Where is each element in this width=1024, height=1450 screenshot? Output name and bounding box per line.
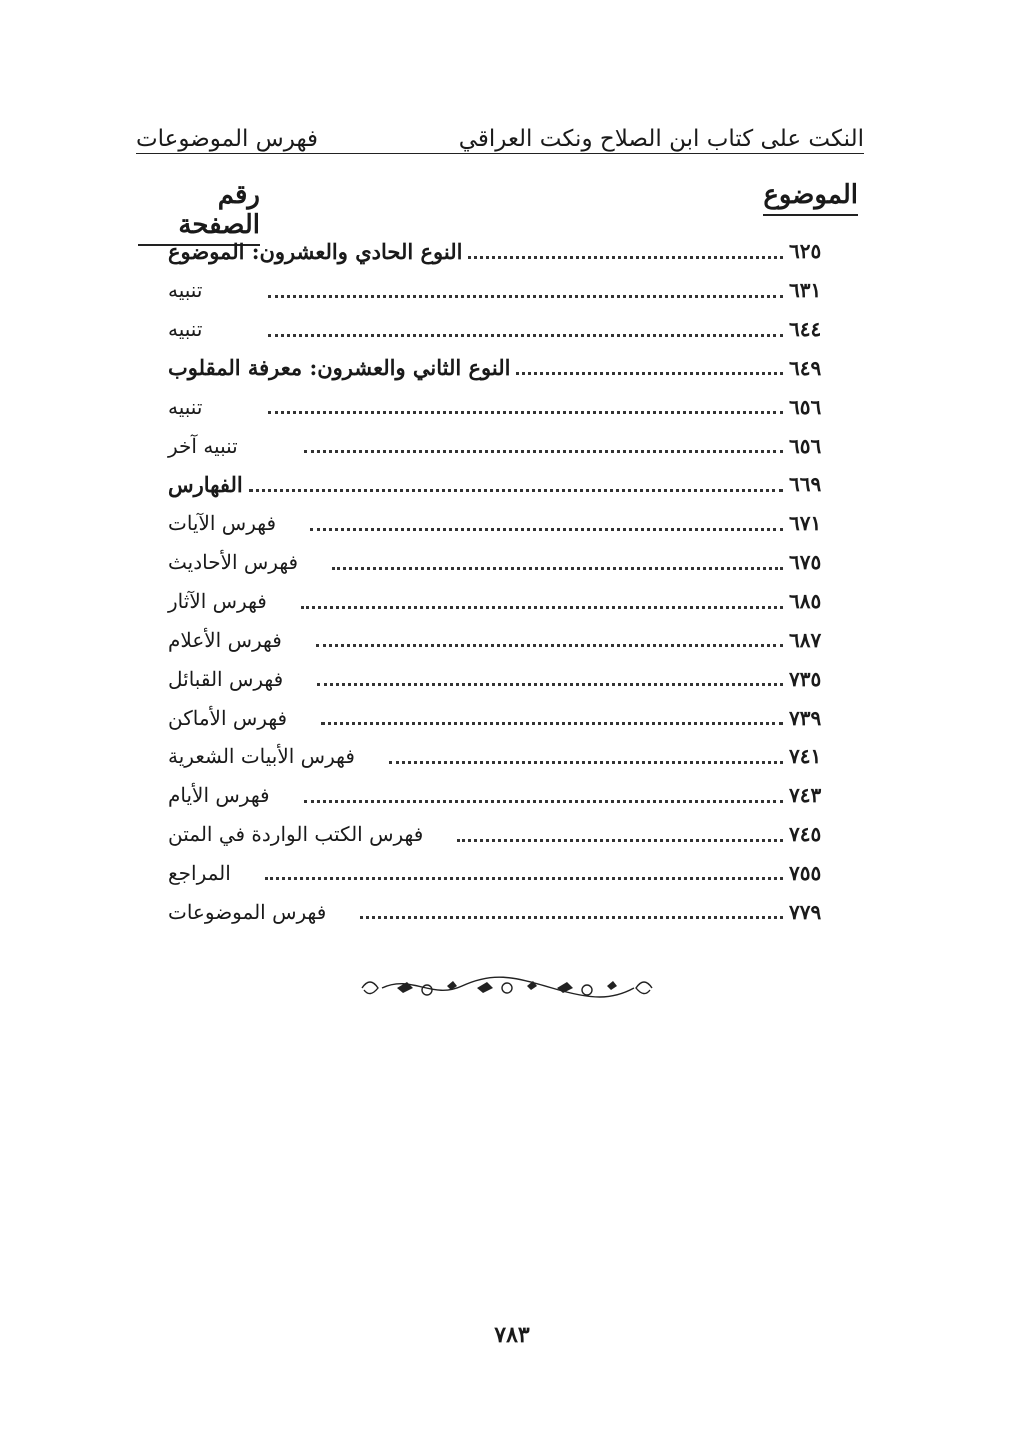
floral-divider-icon — [352, 968, 662, 1004]
toc-entry-page: ٦٢٥ — [789, 239, 822, 264]
toc-entry — [160, 387, 835, 426]
toc-entry-title: فهرس الموضوعات — [168, 899, 327, 924]
toc-entry — [160, 271, 835, 310]
toc-entry-title: تنبيه — [168, 317, 203, 342]
book-title: النكت على كتاب ابن الصلاح ونكت العراقي — [458, 126, 864, 152]
toc-entry-page: ٦٥٦ — [789, 394, 822, 419]
toc-entry — [160, 310, 835, 349]
toc-entry — [160, 426, 835, 465]
toc-entry-page: ٧٧٩ — [789, 899, 822, 924]
toc-entry-page: ٧٤٣ — [789, 783, 822, 808]
toc-entry-title: فهرس الأعلام — [168, 627, 282, 652]
dot-leader — [516, 372, 783, 375]
dot-leader — [268, 334, 783, 337]
dot-leader — [468, 256, 783, 259]
toc-entry-page: ٦٤٤ — [789, 317, 822, 342]
toc-entry-page: ٦٥٦ — [789, 433, 822, 458]
dot-leader — [457, 839, 783, 842]
page-column-heading: رقم الصفحة — [138, 180, 260, 246]
toc-entry-title: فهرس الأماكن — [168, 705, 288, 730]
topic-column-heading: الموضوع — [763, 180, 858, 216]
toc-entry-page: ٧٤٥ — [789, 822, 822, 847]
toc-entry-page: ٦٦٩ — [789, 472, 822, 497]
toc-entry-title: فهرس الآيات — [168, 511, 277, 536]
toc-entry-title: تنبيه — [168, 394, 203, 419]
toc-entry-page: ٦٣١ — [789, 278, 822, 303]
dot-leader — [321, 722, 783, 725]
table-of-contents — [160, 232, 835, 931]
toc-entry — [160, 620, 835, 659]
toc-entry-title: تنبيه آخر — [168, 433, 238, 458]
toc-entry — [160, 659, 835, 698]
dot-leader — [317, 683, 783, 686]
running-head — [136, 112, 864, 152]
toc-entry — [160, 854, 835, 893]
toc-entry-title: النوع الحادي والعشرون: الموضوع — [168, 238, 463, 264]
toc-entry — [160, 698, 835, 737]
toc-entry — [160, 892, 835, 931]
dot-leader — [310, 528, 783, 531]
dot-leader — [360, 916, 783, 919]
toc-entry-page: ٦٨٧ — [789, 627, 822, 652]
toc-entry — [160, 815, 835, 854]
toc-entry-page: ٦٨٥ — [789, 589, 822, 614]
toc-entry-title: فهرس الأيام — [168, 783, 270, 808]
toc-entry-page: ٦٧٥ — [789, 550, 822, 575]
header-rule — [136, 153, 864, 154]
page-number: ٧٨٣ — [494, 1322, 530, 1348]
toc-entry-page: ٧٣٩ — [789, 705, 822, 730]
dot-leader — [304, 450, 783, 453]
toc-entry — [160, 776, 835, 815]
dot-leader — [268, 295, 783, 298]
toc-entry-title: المراجع — [168, 860, 231, 885]
toc-entry-title: الفهارس — [168, 471, 243, 497]
toc-entry-title: فهرس القبائل — [168, 666, 284, 691]
toc-entry — [160, 504, 835, 543]
toc-entry-title: فهرس الأبيات الشعرية — [168, 744, 355, 769]
toc-entry-page: ٧٣٥ — [789, 666, 822, 691]
toc-entry — [160, 582, 835, 621]
toc-entry — [160, 349, 835, 388]
toc-entry-title: النوع الثاني والعشرون: معرفة المقلوب — [168, 355, 511, 381]
toc-entry — [160, 737, 835, 776]
dot-leader — [265, 877, 783, 880]
toc-entry-title: فهرس الآثار — [168, 589, 267, 614]
dot-leader — [304, 800, 783, 803]
toc-entry — [160, 543, 835, 582]
dot-leader — [389, 761, 783, 764]
dot-leader — [268, 411, 783, 414]
section-title: فهرس الموضوعات — [136, 126, 319, 152]
toc-entry-page: ٦٤٩ — [789, 355, 822, 380]
toc-entry-page: ٧٤١ — [789, 744, 822, 769]
toc-entry-page: ٦٧١ — [789, 511, 822, 536]
toc-entry-title: تنبيه — [168, 278, 203, 303]
toc-entry-title: فهرس الأحاديث — [168, 550, 299, 575]
dot-leader — [249, 489, 783, 492]
toc-entry-page: ٧٥٥ — [789, 860, 822, 885]
toc-entry — [160, 465, 835, 504]
toc-entry — [160, 232, 835, 271]
dot-leader — [316, 644, 783, 647]
dot-leader — [301, 606, 783, 609]
toc-entry-title: فهرس الكتب الواردة في المتن — [168, 822, 424, 847]
dot-leader — [332, 567, 783, 570]
